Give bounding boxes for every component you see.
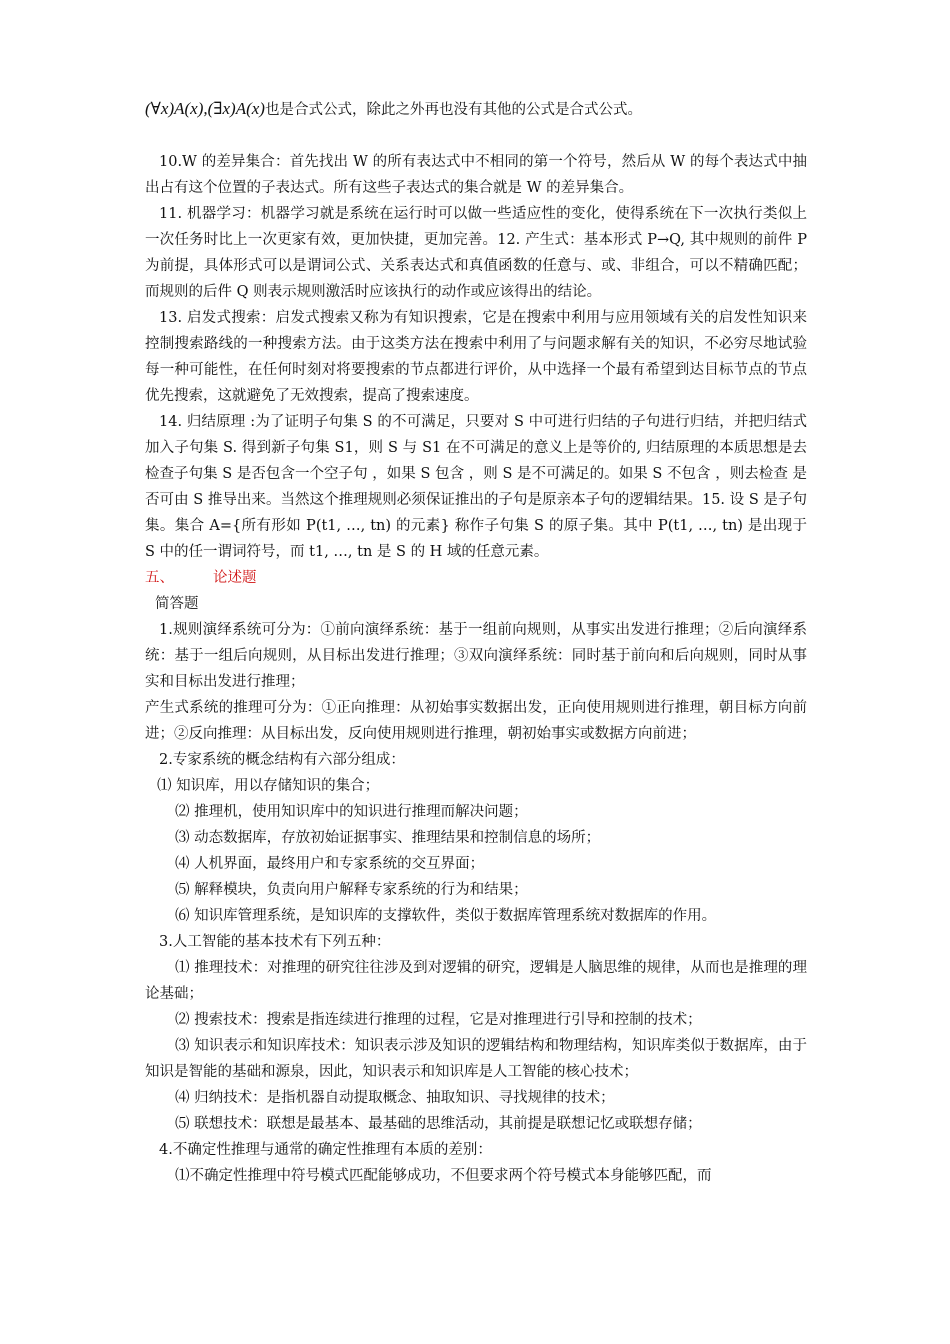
answer-3-title: 3.人工智能的基本技术有下列五种： bbox=[159, 934, 391, 950]
list-item: ⑷ 人机界面，最终用户和专家系统的交互界面； bbox=[175, 856, 485, 872]
list-item: ⑸ 联想技术：联想是最基本、最基础的思维活动，其前提是联想记忆或联想存储； bbox=[175, 1116, 702, 1132]
answer-4-title: 4.不确定性推理与通常的确定性推理有本质的差别： bbox=[159, 1142, 492, 1158]
formula-math: (∀x)A(x),(∃x)A(x) bbox=[145, 99, 265, 118]
list-item: ⑶ 动态数据库，存放初始证据事实、推理结果和控制信息的场所； bbox=[175, 830, 601, 846]
list-item: ⑴不确定性推理中符号模式匹配能够成功，不但要求两个符号模式本身能够匹配，而 bbox=[175, 1168, 712, 1184]
section-title: 论述题 bbox=[213, 570, 257, 586]
answer-1-part-1: 1.规则演绎系统可分为：①前向演绎系统：基于一组前向规则，从事实出发进行推理；②后向演绎系统：基于一组后向规则，从目标出发进行推理；③双向演绎系统：同时基于前向和后向规则，同时从事实和目标出发进行推理； bbox=[145, 622, 807, 690]
formula-line bbox=[145, 96, 807, 123]
document-page bbox=[145, 96, 807, 1189]
section-heading bbox=[145, 565, 807, 591]
formula-text: 也是合式公式，除此之外再也没有其他的公式是合式公式。 bbox=[264, 102, 642, 118]
list-item: ⑹ 知识库管理系统，是知识库的支撑软件，类似于数据库管理系统对数据库的作用。 bbox=[175, 908, 717, 924]
paragraph-10: 10.W 的差异集合：首先找出 W 的所有表达式中不相同的第一个符号，然后从 W 的每个表达式中抽出占有这个位置的子表达式。所有这些子表达式的集合就是 W 的差异集合。 bbox=[145, 154, 807, 196]
list-item: ⑸ 解释模块，负责向用户解释专家系统的行为和结果； bbox=[175, 882, 528, 898]
list-item: ⑴ 推理技术：对推理的研究往往涉及到对逻辑的研究，逻辑是人脑思维的规律，从而也是推理的理论基础； bbox=[145, 960, 807, 1002]
paragraph-14: 14. 归结原理 :为了证明子句集 S 的不可满足，只要对 S 中可进行归结的子句进行归结，并把归结式加入子句集 S. 得到新子句集 S1，则 S 与 S1 在不可满足的意义上是等价的, 归结原理的本质思想是去检查子句集 S 是否包含一个空子句 ，如果 S 包含 ，则 S 是不可满足的。如果 S 不包含 ，则去检查 是否可由 S 推导出来。当然这个推理规则必须保证推出的子句是原亲本子句的逻辑结果。15. 设 S 是子句集。集合 A={所有形如 P(t1, …, tn) 的元素} 称作子句集 S 的原子集。其中 P(t1, …, tn) 是出现于 S 中的任一谓词符号，而 t1, …, tn 是 S 的 H 域的任意元素。 bbox=[145, 414, 807, 560]
list-item: ⑶ 知识表示和知识库技术：知识表示涉及知识的逻辑结构和物理结构，知识库类似于数据库，由于知识是智能的基础和源泉，因此，知识表示和知识库是人工智能的核心技术； bbox=[145, 1038, 807, 1080]
section-number: 五、 bbox=[145, 570, 174, 586]
list-item: ⑵ 搜索技术：搜索是指连续进行推理的过程，它是对推理进行引导和控制的技术； bbox=[175, 1012, 702, 1028]
answer-1-part-2: 产生式系统的推理可分为：①正向推理：从初始事实数据出发，正向使用规则进行推理，朝目标方向前进；②反向推理：从目标出发，反向使用规则进行推理，朝初始事实或数据方向前进； bbox=[145, 700, 807, 742]
list-item: ⑷ 归纳技术：是指机器自动提取概念、抽取知识、寻找规律的技术； bbox=[175, 1090, 615, 1106]
paragraph-11: 11. 机器学习：机器学习就是系统在运行时可以做一些适应性的变化，使得系统在下一次执行类似上一次任务时比上一次更家有效，更加快捷，更加完善。12. 产生式：基本形式 P→Q, 其中规则的前件 P 为前提，具体形式可以是谓词公式、关系表达式和真值函数的任意与、或、非组合，可以不精确匹配；而规则的后件 Q 则表示规则激活时应该执行的动作或应该得出的结论。 bbox=[145, 206, 807, 300]
sub-heading: 简答题 bbox=[155, 596, 199, 612]
list-item: ⑴ 知识库，用以存储知识的集合； bbox=[157, 778, 380, 794]
paragraph-13: 13. 启发式搜索：启发式搜索又称为有知识搜索，它是在搜索中利用与应用领域有关的启发性知识来控制搜索路线的一种搜索方法。由于这类方法在搜索中利用了与问题求解有关的知识，不必穷尽地试验每一种可能性，在任何时刻对将要搜索的节点都进行评价，从中选择一个最有希望到达目标节点的节点优先搜索，这就避免了无效搜索，提高了搜索速度。 bbox=[145, 310, 807, 404]
answer-2-title: 2.专家系统的概念结构有六部分组成： bbox=[159, 752, 405, 768]
list-item: ⑵ 推理机，使用知识库中的知识进行推理而解决问题； bbox=[175, 804, 528, 820]
